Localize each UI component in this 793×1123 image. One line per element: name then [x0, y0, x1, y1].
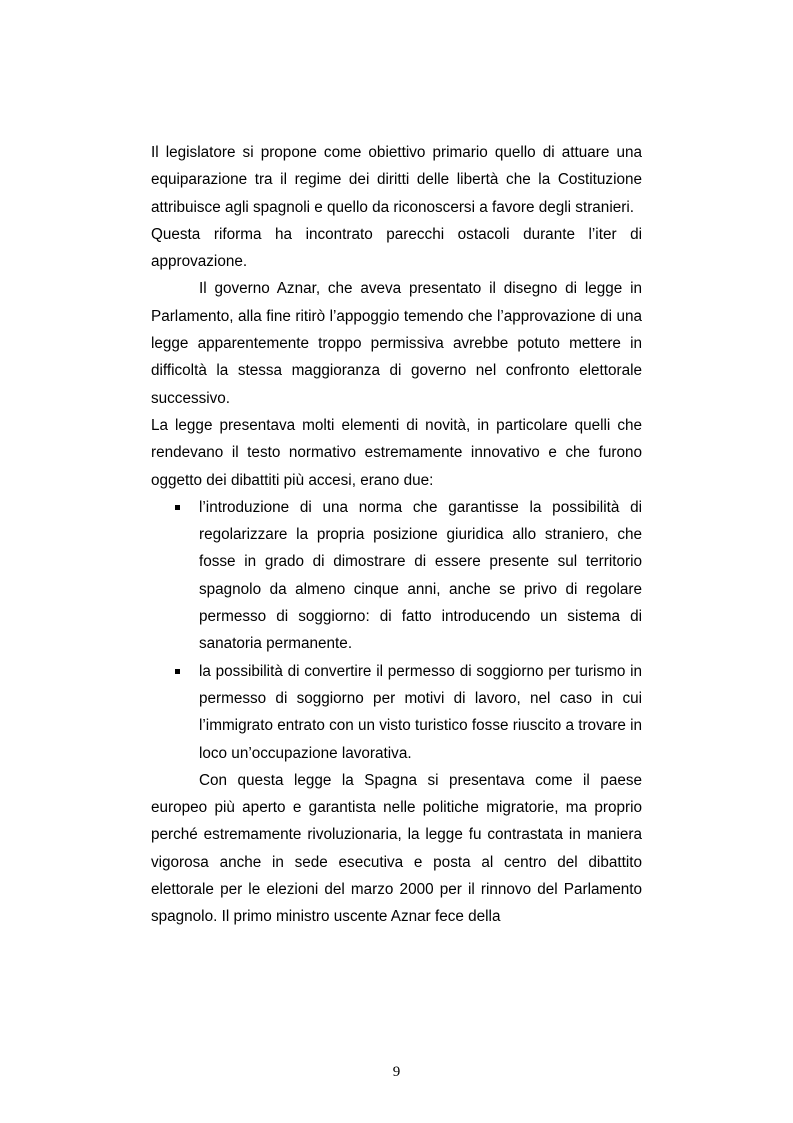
bullet-list [151, 494, 642, 767]
list-item [199, 494, 642, 658]
paragraph-2: Questa riforma ha incontrato parecchi ostacoli durante l’iter di approvazione. [151, 225, 642, 271]
list-item-text: l’introduzione di una norma che garantisse la possibilità di regolarizzare la propria posizione giuridica allo straniero, che fosse in grado di dimostrare di essere presente sul territorio spagnolo da almeno cinque anni, anche se privo di regolare permesso di soggiorno: di fatto introducendo un sistema di sanatoria permanente. [199, 498, 642, 653]
paragraph-3: Il governo Aznar, che aveva presentato il disegno di legge in Parlamento, alla fine ritirò l’appoggio temendo che l’approvazione di una legge apparentemente troppo permissiva avrebbe potuto mettere in difficoltà la stessa maggioranza di governo nel confronto elettorale successivo. [151, 280, 642, 407]
list-item-text: la possibilità di convertire il permesso di soggiorno per turismo in permesso di soggiorno per motivi di lavoro, nel caso in cui l’immigrato entrato con un visto turistico fosse riuscito a trovare in loco un’occupazione lavorativa. [199, 662, 642, 762]
body-text [151, 139, 642, 931]
square-bullet-icon [175, 505, 180, 510]
list-item [199, 658, 642, 767]
paragraph-1: Il legislatore si propone come obiettivo primario quello di attuare una equiparazione tra il regime dei diritti delle libertà che la Costituzione attribuisce agli spagnoli e quello da riconoscersi a favore degli stranieri. [151, 144, 642, 216]
paragraph-5: Con questa legge la Spagna si presentava come il paese europeo più aperto e garantista nelle politiche migratorie, ma proprio perché estremamente rivoluzionaria, la legge fu contrastata in maniera vigorosa anche in sede esecutiva e posta al centro del dibattito elettorale per le elezioni del marzo 2000 per il rinnovo del Parlamento spagnolo. Il primo ministro uscente Aznar fece della [151, 771, 642, 926]
page-number: 9 [392, 1064, 401, 1080]
paragraph-4: La legge presentava molti elementi di novità, in particolare quelli che rendevano il testo normativo estremamente innovativo e che furono oggetto dei dibattiti più accesi, erano due: [151, 416, 642, 489]
square-bullet-icon [175, 669, 180, 674]
